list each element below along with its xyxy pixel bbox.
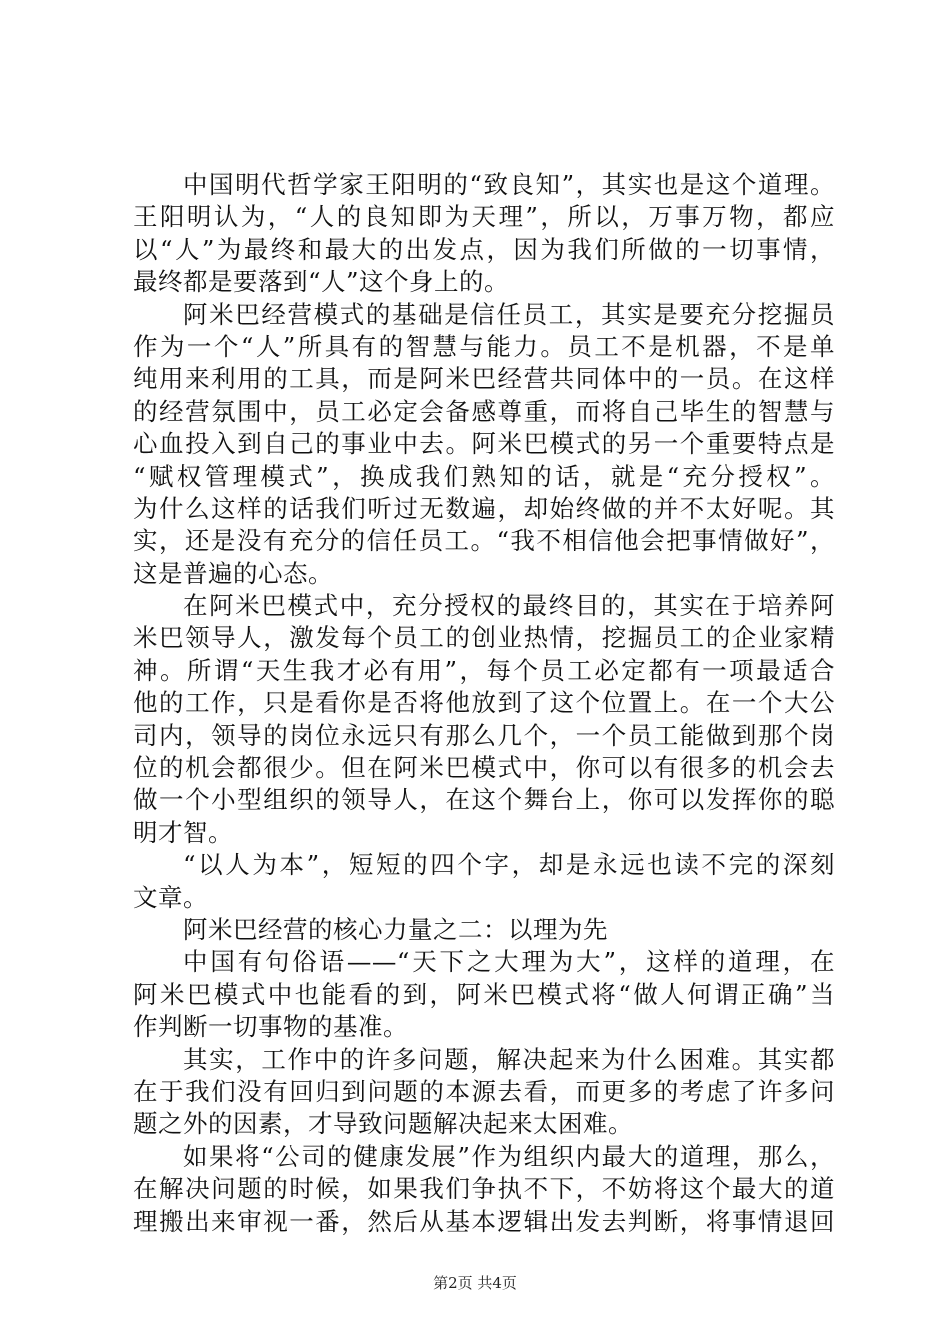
text-line: “以人为本”，短短的四个字，却是永远也读不完的深刻 [183, 850, 835, 880]
text-line: 阿米巴经营模式的基础是信任员工，其实是要充分挖掘员 [183, 299, 835, 329]
text-line: 理搬出来审视一番，然后从基本逻辑出发去判断，将事情退回 [133, 1206, 835, 1236]
page-number-footer: 第2页 共4页 [433, 1274, 517, 1292]
text-line: 阿米巴模式中也能看的到，阿米巴模式将“做人何谓正确”当 [133, 979, 835, 1009]
text-line: 作为一个“人”所具有的智慧与能力。员工不是机器，不是单 [133, 331, 835, 361]
section-heading: 阿米巴经营的核心力量之二：以理为先 [183, 914, 608, 944]
text-line: 如果将“公司的健康发展”作为组织内最大的道理，那么， [183, 1141, 835, 1171]
text-line: “赋权管理模式”，换成我们熟知的话，就是“充分授权”。 [133, 461, 835, 491]
text-line: 中国有句俗语——“天下之大理为大”，这样的道理，在 [183, 947, 835, 977]
text-line: 的经营氛围中，员工必定会备感尊重，而将自己毕生的智慧与 [133, 396, 835, 426]
text-line: 在于我们没有回归到问题的本源去看，而更多的考虑了许多问 [133, 1076, 835, 1106]
text-line: 米巴领导人，激发每个员工的创业热情，挖掘员工的企业家精 [133, 623, 835, 653]
text-line: 在阿米巴模式中，充分授权的最终目的，其实在于培养阿 [183, 591, 835, 621]
text-line: 明才智。 [133, 817, 233, 847]
text-line: 位的机会都很少。但在阿米巴模式中，你可以有很多的机会去 [133, 753, 835, 783]
text-line: 心血投入到自己的事业中去。阿米巴模式的另一个重要特点是 [133, 429, 835, 459]
text-line: 司内，领导的岗位永远只有那么几个，一个员工能做到那个岗 [133, 720, 835, 750]
text-line: 以“人”为最终和最大的出发点，因为我们所做的一切事情， [133, 234, 835, 264]
text-line: 他的工作，只是看你是否将他放到了这个位置上。在一个大公 [133, 688, 835, 718]
text-line: 实，还是没有充分的信任员工。“我不相信他会把事情做好”， [133, 526, 835, 556]
text-line: 作判断一切事物的基准。 [133, 1012, 408, 1042]
text-line: 中国明代哲学家王阳明的“致良知”，其实也是这个道理。 [183, 170, 835, 199]
text-line: 为什么这样的话我们听过无数遍，却始终做的并不太好呢。其 [133, 493, 835, 523]
text-line: 做一个小型组织的领导人，在这个舞台上，你可以发挥你的聪 [133, 785, 835, 815]
text-line: 这是普遍的心态。 [133, 558, 333, 588]
text-line: 最终都是要落到“人”这个身上的。 [133, 267, 510, 297]
text-line: 其实，工作中的许多问题，解决起来为什么困难。其实都 [183, 1044, 835, 1074]
text-line: 文章。 [133, 882, 208, 912]
text-line: 题之外的因素，才导致问题解决起来太困难。 [133, 1109, 633, 1139]
body-text [133, 169, 835, 1238]
text-line: 王阳明认为，“人的良知即为天理”，所以，万事万物，都应 [133, 202, 835, 232]
text-line: 在解决问题的时候，如果我们争执不下，不妨将这个最大的道 [133, 1174, 835, 1204]
text-line: 纯用来利用的工具，而是阿米巴经营共同体中的一员。在这样 [133, 364, 835, 394]
text-line: 神。所谓“天生我才必有用”，每个员工必定都有一项最适合 [133, 655, 835, 685]
